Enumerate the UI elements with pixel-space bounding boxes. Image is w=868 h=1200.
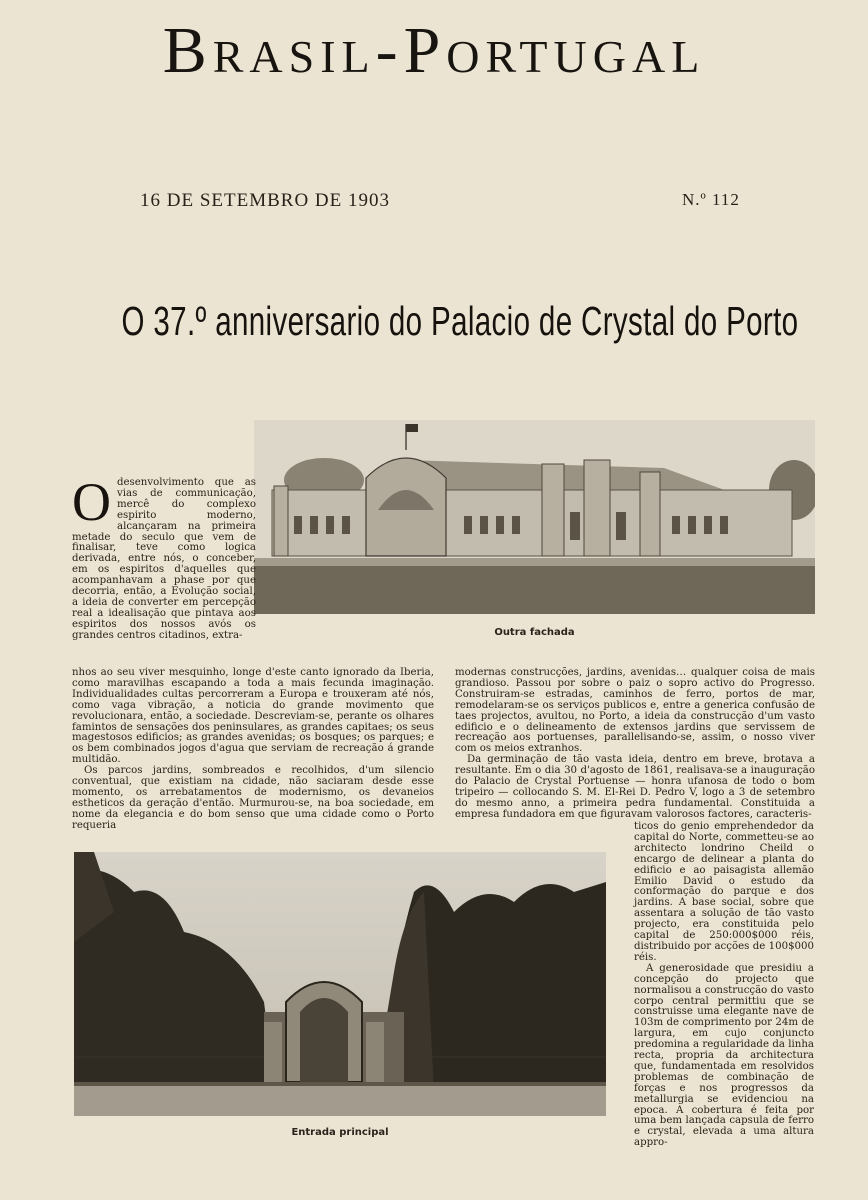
facade-caption: Outra fachada [494, 627, 575, 638]
article-column-left [72, 668, 434, 832]
article-paragraph: Da germinação de tão vasta ideia, dentro em breve, brotava a resultante. Em o dia 30 d'agosto de 1861, realisava-se a inauguração do Palacio de Crystal Portuense — honra ufanosa de todo o bom tripeiro — collocando S. M. El-Rei D. Pedro V, logo a 3 de setembro do mesmo anno, a primeira pedra fundamental. Constituida a empresa fundadora em que figuravam valorosos factores, caracteris- [455, 754, 815, 820]
issue-date: 16 DE SETEMBRO DE 1903 [140, 190, 390, 211]
article-headline: O 37.º anniversario do Palacio de Crystal do Porto [121, 298, 799, 344]
article-paragraph: Os parcos jardins, sombreados e recolhidos, d'um silencio conventual, que existiam na cidade, não saciaram desde esse momento, os arrebatamentos de modernismo, os devaneios estheticos da geração d'então. Murmurou-se, na boa sociedade, em nome da elegancia e do bom senso que uma cidade como o Porto requeria [72, 765, 434, 831]
article-paragraph: desenvolvimento que as vias de communicação, mercê do complexo espirito moderno, alcançaram na primeira metade do seculo que vem de finalisar, teve como logica derivada, entre nós, o conceber, em os espiritos d'aquelles que acompanhavam a phase por que decorria, então, a Evolução social, a ideia de converter em percepção real a idealisação que pintava aos espiritos dos nossos avós os grandes centros citadinos, extra- [72, 477, 256, 641]
issue-number: N.º 112 [682, 190, 740, 209]
article-paragraph: nhos ao seu viver mesquinho, longe d'este canto ignorado da Iberia, como maravilhas escapando a toda a mais fecunda imaginação. Individualidades cultas percorreram a Europa e trouxeram até nós, como vaga vibração, a noticia do grande movimento que revolucionara, então, a sociedade. Descreviam-se, perante os olhares famintos de sensações dos peninsulares, as grandes capitaes; os seus magestosos edificios; as grandes avenidas; os bosques; os parques; e os bem combinados jogos d'agua que serviam de recreação á grande multidão. [72, 667, 434, 766]
article-paragraph: A generosidade que presidiu a concepção do projecto que normalisou a construcção do vasto corpo central permittiu que se construisse uma elegante nave de 103m de comprimento por 24m de largura, em cujo conjuncto predomina a regularidade da linha recta, propria da architectura que, fundamentada em resolvidos problemas de combinação de forças e nos progressos da metallurgia se evidenciou na epoca. A cobertura é feita por uma bem lançada capsula de ferro e crystal, elevada a uma altura appro- [634, 962, 814, 1149]
article-column-right-narrow [634, 822, 814, 1149]
article-dropcap: O [72, 472, 111, 532]
facade-illustration [254, 420, 815, 614]
entrance-photograph [74, 852, 606, 1116]
article-paragraph: ticos do genio emprehendedor da capital do Norte, commetteu-se ao architecto londrino Cheild o encargo de delinear a planta do edificio e ao paisagista allemão Emilio David o estudo da conformação do parque e dos jardins. A base social, sobre que assentara a solução de tão vasto projecto, era constituida pelo capital de 250:000$000 réis, distribuido por acções de 100$000 réis. [634, 821, 814, 963]
crystal-palace-facade-drawing [254, 420, 815, 614]
article-paragraph: modernas construcções, jardins, avenidas… qualquer coisa de mais grandioso. Passou por sobre o paiz o sopro activo do Progresso. Construiram-se estradas, caminhos de ferro, portos de mar, remodelaram-se os serviços publicos e, entre a generica confusão de taes projectos, avultou, no Porto, a ideia da construcção d'um vasto edificio e o delineamento de extensos jardins que servissem de recreação aos portuenses, parallelisando-se, assim, o nosso viver com os meios extranhos. [455, 667, 815, 755]
article-column-right [455, 668, 815, 821]
article-column-left-top [72, 472, 256, 642]
entrance-caption: Entrada principal [291, 1127, 389, 1138]
masthead-title: Brasil-Portugal [162, 14, 706, 87]
entrance-gate-photo [74, 852, 606, 1116]
